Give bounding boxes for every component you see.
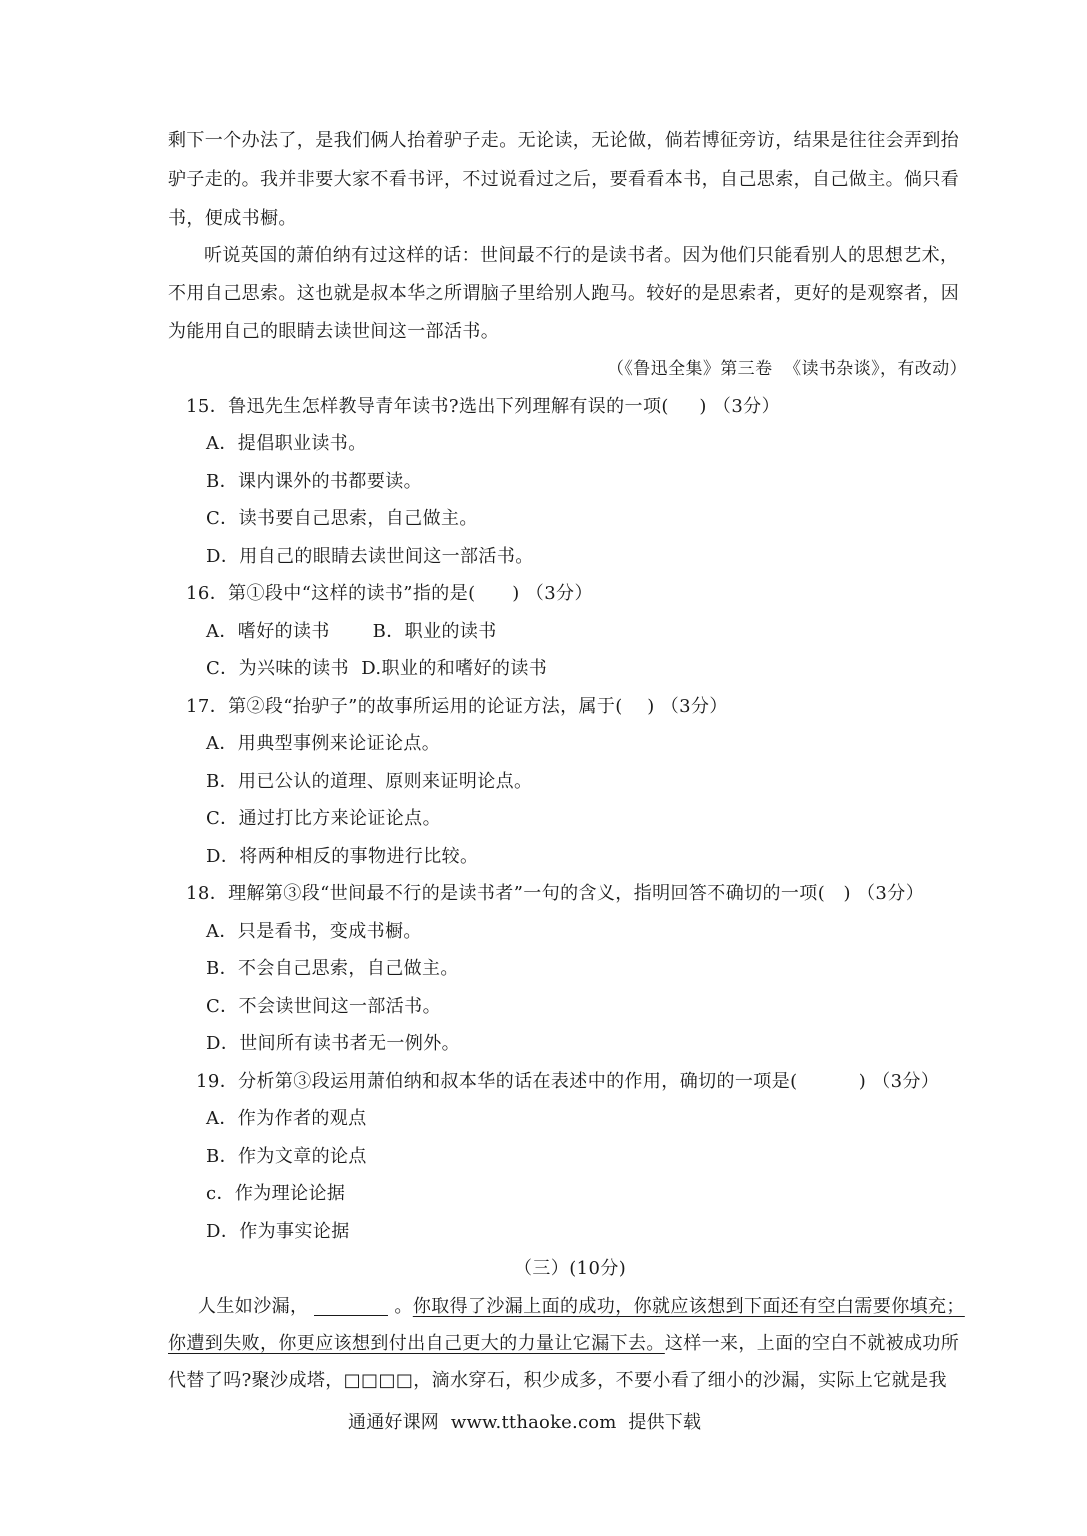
question-15-option-b: B．课内课外的书都要读。 bbox=[206, 471, 423, 492]
question-19-stem: 19．分析第③段运用萧伯纳和叔本华的话在表述中的作用，确切的一项是( ) （3分） bbox=[196, 1071, 940, 1092]
question-18-option-b: B．不会自己思索，自己做主。 bbox=[206, 958, 459, 979]
question-17-option-b: B．用已公认的道理、原则来证明论点。 bbox=[206, 771, 533, 792]
passage-line: 驴子走的。我并非要大家不看书评，不过说看过之后，要看看本书，自己思索，自己做主。倘只看 bbox=[168, 169, 960, 190]
question-16-options-cd: C．为兴味的读书 D.职业的和嗜好的读书 bbox=[206, 658, 548, 679]
question-15-option-c: C．读书要自己思索，自己做主。 bbox=[206, 508, 478, 529]
question-15-option-a: A．提倡职业读书。 bbox=[206, 433, 367, 454]
question-17-stem: 17．第②段“抬驴子”的故事所运用的论证方法，属于( ) （3分） bbox=[186, 696, 728, 717]
line-1-dot: 。 bbox=[394, 1296, 413, 1317]
question-17-option-d: D．将两种相反的事物进行比较。 bbox=[206, 846, 479, 867]
fill-in-blank[interactable] bbox=[314, 1297, 388, 1316]
question-18-option-d: D．世间所有读书者无一例外。 bbox=[206, 1033, 461, 1054]
question-15-stem: 15．鲁迅先生怎样教导青年读书?选出下列理解有误的一项( ) （3分） bbox=[186, 396, 780, 417]
question-19-option-a: A．作为作者的观点 bbox=[206, 1108, 367, 1129]
section-three-line-1 bbox=[198, 1294, 965, 1320]
question-18-option-c: C．不会读世间这一部活书。 bbox=[206, 996, 441, 1017]
question-18-option-a: A．只是看书，变成书橱。 bbox=[206, 921, 422, 942]
section-three-line-2 bbox=[168, 1331, 959, 1357]
question-16-options-ab: A．嗜好的读书 B．职业的读书 bbox=[206, 621, 497, 642]
passage-line: 听说英国的萧伯纳有过这样的话：世间最不行的是读书者。因为他们只能看别人的思想艺术， bbox=[204, 245, 959, 266]
question-18-stem: 18．理解第③段“世间最不行的是读书者”一句的含义，指明回答不确切的一项( ) （3分） bbox=[186, 883, 925, 904]
line-1-prefix: 人生如沙漏， bbox=[198, 1296, 309, 1317]
underlined-sentence-2: 你遭到失败，你更应该想到付出自己更大的力量让它漏下去。 bbox=[168, 1333, 665, 1354]
question-19-option-b: B．作为文章的论点 bbox=[206, 1146, 367, 1167]
question-17-option-c: C．通过打比方来论证论点。 bbox=[206, 808, 441, 829]
passage-line: 剩下一个办法了，是我们俩人抬着驴子走。无论读，无论做，倘若博征旁访，结果是往往会弄到抬 bbox=[168, 130, 960, 151]
question-19-option-c: c．作为理论论据 bbox=[206, 1183, 346, 1204]
passage-line: 为能用自己的眼睛去读世间这一部活书。 bbox=[168, 321, 500, 342]
page-footer: 通通好课网 www.tthaoke.com 提供下载 bbox=[348, 1412, 702, 1433]
source-citation: （《鲁迅全集》第三卷 《读书杂谈》，有改动） bbox=[606, 359, 967, 379]
question-19-option-d: D．作为事实论据 bbox=[206, 1221, 350, 1242]
section-heading: （三）(10分) bbox=[514, 1258, 627, 1279]
underlined-sentence-1: 你取得了沙漏上面的成功，你就应该想到下面还有空白需要你填充； bbox=[412, 1296, 965, 1317]
question-16-stem: 16．第①段中“这样的读书”指的是( ) （3分） bbox=[186, 583, 593, 604]
section-three-line-3: 代替了吗?聚沙成塔，□□□□，滴水穿石，积少成多，不要小看了细小的沙漏，实际上它就是我 bbox=[168, 1370, 947, 1391]
question-15-option-d: D．用自己的眼睛去读世间这一部活书。 bbox=[206, 546, 534, 567]
line-2-rest: 这样一来，上面的空白不就被成功所 bbox=[664, 1333, 960, 1354]
passage-line: 书，便成书橱。 bbox=[168, 208, 297, 229]
question-17-option-a: A．用典型事例来论证论点。 bbox=[206, 733, 441, 754]
passage-line: 不用自己思索。这也就是叔本华之所谓脑子里给别人跑马。较好的是思索者，更好的是观察者，因 bbox=[168, 283, 960, 304]
